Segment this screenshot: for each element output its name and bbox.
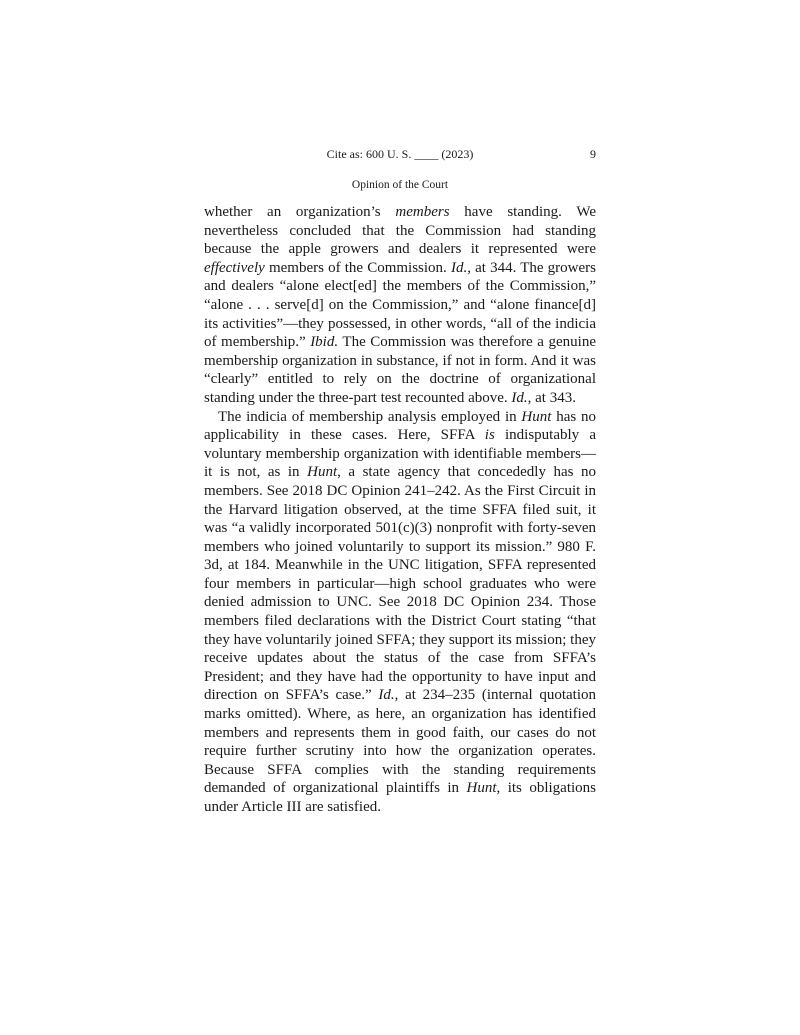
italic-text: is [484, 427, 495, 444]
text-run: have standing. We nevertheless concluded that the Commission had standing because the apple growers and dealers it represented were [204, 204, 596, 258]
text-run: , at 343. [527, 389, 576, 406]
italic-text: Id. [511, 389, 528, 406]
text-run: members of the Commission. [264, 259, 451, 276]
text-run: has no applicability in these cases. Here, SFFA [204, 408, 596, 444]
italic-text: Hunt [521, 408, 552, 425]
text-run: The indicia of membership analysis employed in [218, 408, 522, 425]
text-run: , at 344. The growers and dealers “alone elect[ed] the members of the Commission,” “alone . . . serve[d] on the Commission,” and “alone finance[d] its activities”—they possessed, in other words, “all of the indicia of membership.” [204, 259, 596, 351]
italic-text: Hunt [307, 464, 338, 481]
italic-text: Id. [378, 687, 395, 704]
italic-text: Hunt [466, 780, 497, 797]
text-run: The Commission was therefore a genuine membership organization in substance, if not in form. And it was “clearly” entitled to rely on the doctrine of organizational standing under the three-part test recounted above. [204, 334, 596, 406]
citation-header: Cite as: 600 U. S. ____ (2023) [326, 147, 474, 161]
italic-text: effectively [204, 259, 265, 276]
page-number: 9 [590, 147, 596, 161]
paragraph-1 [204, 203, 596, 408]
italic-text: members [395, 204, 450, 220]
text-run: indisputably a voluntary membership organization with identifiable members—it is not, as in [204, 427, 596, 481]
text-run: , at 234–235 (internal quotation marks omitted). Where, as here, an organization has identified members and represents them in good faith, our cases do not require further scrutiny into how the organization operates. Because SFFA complies with the standing requirements demanded of organizational plaintiffs in [204, 687, 597, 797]
text-run: whether an organization’s [204, 204, 396, 220]
text-run: , a state agency that concededly has no members. See 2018 DC Opinion 241–242. As the First Circuit in the Harvard litigation observed, at the time SFFA filed suit, it was “a validly incorporated 501(c)(3) nonprofit with forty-seven members who joined voluntarily to support its mission.” 980 F. 3d, at 184. Meanwhile in the UNC litigation, SFFA represented four members in particular—high school graduates who were denied admission to UNC. See 2018 DC Opinion 234. Those members filed declarations with the District Court stating “that they have voluntarily joined SFFA; they support its mission; they receive updates about the status of the case from SFFA’s President; and they have had the opportunity to have input and direction on SFFA’s case.” [204, 464, 597, 704]
opinion-body [204, 203, 596, 817]
opinion-subtitle: Opinion of the Court [351, 179, 449, 191]
paragraph-2 [204, 408, 596, 817]
running-head [204, 147, 596, 165]
italic-text: Id. [450, 259, 468, 276]
text-run: , its obligations under Article III are satisfied. [204, 780, 596, 815]
italic-text: Ibid. [310, 334, 339, 351]
